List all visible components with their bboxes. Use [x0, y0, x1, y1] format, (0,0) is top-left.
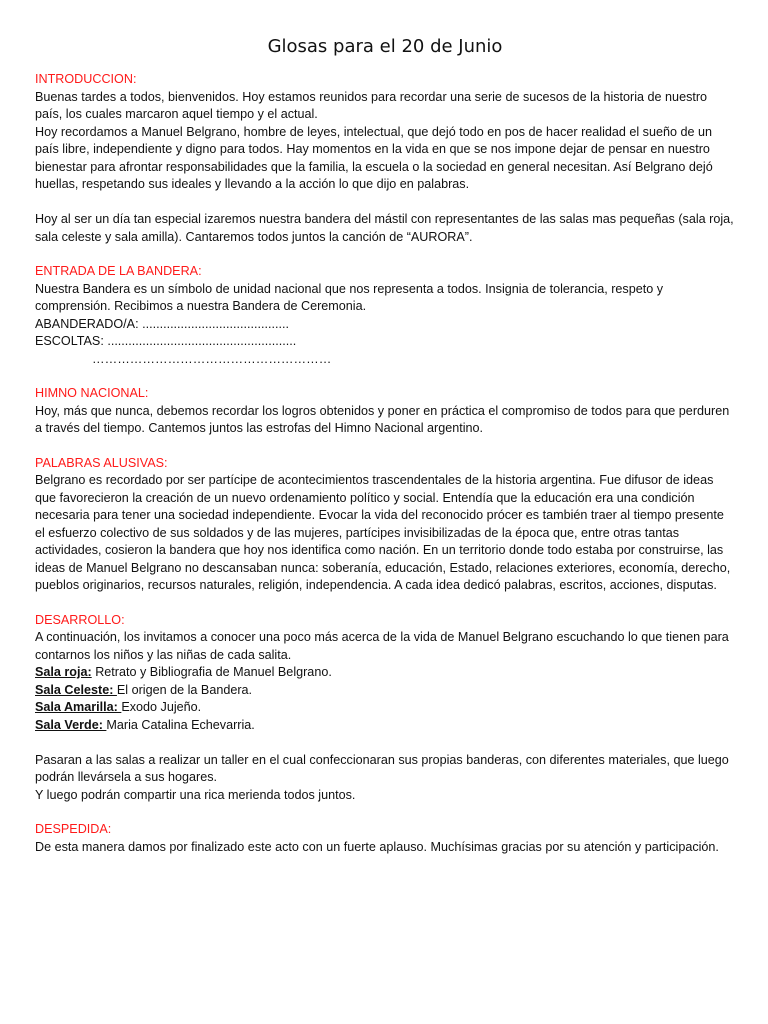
- section-desarrollo: [35, 612, 735, 805]
- section-heading: INTRODUCCION:: [35, 72, 137, 86]
- sala-description: El origen de la Bandera.: [116, 682, 253, 697]
- section-heading: DESARROLLO:: [35, 612, 125, 627]
- paragraph: Belgrano es recordado por ser partícipe de acontecimientos trascendentales de la historia argentina. Fue difusor de ideas que favorecieron la creación de un nuevo ordenamiento político y social. Entendía que la educación era una condición necesaria para tener una sociedad independiente. Evocar la vida del reconocido prócer es también traer al tiempo presente el esfuerzo colectivo de sus soldados y de las mujeres, partícipes invisibilizadas de la época que, entre otras tantas actividades, cosieron la bandera que hoy nos identifica como nación. En un territorio donde todo estaba por construirse, las ideas de Manuel Belgrano no descansaban nunca: soberanía, educación, Estado, relaciones exteriores, economía, derecho, pueblos originarios, recursos naturales, religión, independencia. A cada idea dedicó palabras, escritos, acciones, disputas.: [35, 473, 731, 592]
- paragraph: Hoy, más que nunca, debemos recordar los logros obtenidos y poner en práctica el compromiso de todos para que perduren a través del tiempo. Cantemos juntos las estrofas del Himno Nacional argentino.: [35, 403, 730, 435]
- sala-label: Sala Celeste:: [35, 682, 117, 697]
- paragraph: Hoy recordamos a Manuel Belgrano, hombre de leyes, intelectual, que dejó todo en pos de hacer realidad el sueño de un país libre, independiente y digno para todos. Hay momentos en la vida en que se nos impone dejar de pensar en nuestro bienestar para afrontar responsabilidades que la familia, la escuela o la sociedad en general necesitan. Así Belgrano dejó huellas, respetando sus ideales y llevando a la acción lo que dijo en palabras.: [35, 124, 713, 191]
- paragraph: Nuestra Bandera es un símbolo de unidad nacional que nos representa a todos. Insignia de tolerancia, respeto y comprensión. Recibimos a nuestra Bandera de Ceremonia.: [35, 281, 663, 313]
- sala-roja-line: [35, 664, 735, 682]
- blank-line: [35, 734, 735, 752]
- sala-description: Exodo Jujeño.: [121, 700, 202, 714]
- section-heading: HIMNO NACIONAL:: [35, 386, 149, 400]
- sala-label: Sala Amarilla:: [35, 700, 122, 714]
- section-introduccion: [35, 71, 735, 246]
- paragraph: Pasaran a las salas a realizar un taller en el cual confeccionaran sus propias banderas, con diferentes materiales, que luego podrán llevársela a sus hogares.: [35, 752, 729, 784]
- paragraph: Buenas tardes a todos, bienvenidos. Hoy estamos reunidos para recordar una serie de sucesos de la historia de nuestro país, los cuales marcaron aquel tiempo y el actual.: [35, 89, 708, 121]
- sala-verde-line: [35, 717, 735, 735]
- abanderado-line: ABANDERADO/A: ..........................................: [35, 316, 290, 331]
- section-despedida: [35, 821, 735, 856]
- sala-label: Sala Verde:: [35, 717, 107, 732]
- escoltas-line: ESCOLTAS: ......................................................: [35, 334, 297, 348]
- section-palabras-alusivas: [35, 455, 735, 595]
- paragraph: De esta manera damos por finalizado este acto con un fuerte aplauso. Muchísimas gracias por su atención y participación.: [35, 839, 719, 854]
- sala-description: Retrato y Bibliografia de Manuel Belgrano.: [91, 665, 332, 679]
- section-heading: ENTRADA DE LA BANDERA:: [35, 264, 202, 278]
- section-heading: DESPEDIDA:: [35, 822, 112, 836]
- section-entrada-bandera: [35, 263, 735, 368]
- document-page: [35, 36, 735, 873]
- paragraph: Hoy al ser un día tan especial izaremos nuestra bandera del mástil con representantes de las salas mas pequeñas (sala roja, sala celeste y sala amilla). Cantaremos todos juntos la canción de “AURORA”.: [35, 212, 734, 244]
- sala-amarilla-line: [35, 699, 735, 717]
- section-himno-nacional: [35, 385, 735, 438]
- section-heading: PALABRAS ALUSIVAS:: [35, 455, 168, 470]
- document-title: Glosas para el 20 de Junio: [267, 36, 503, 57]
- blank-line: [35, 194, 735, 212]
- escoltas-continuation-line: …………………………………………………: [92, 351, 332, 366]
- sala-celeste-line: [35, 682, 735, 700]
- sala-label: Sala roja:: [35, 665, 92, 679]
- paragraph: Y luego podrán compartir una rica merienda todos juntos.: [35, 787, 356, 802]
- sala-description: Maria Catalina Echevarria.: [106, 717, 255, 732]
- paragraph: A continuación, los invitamos a conocer una poco más acerca de la vida de Manuel Belgrano escuchando lo que tienen para contarnos los niños y las niñas de cada salita.: [35, 630, 729, 662]
